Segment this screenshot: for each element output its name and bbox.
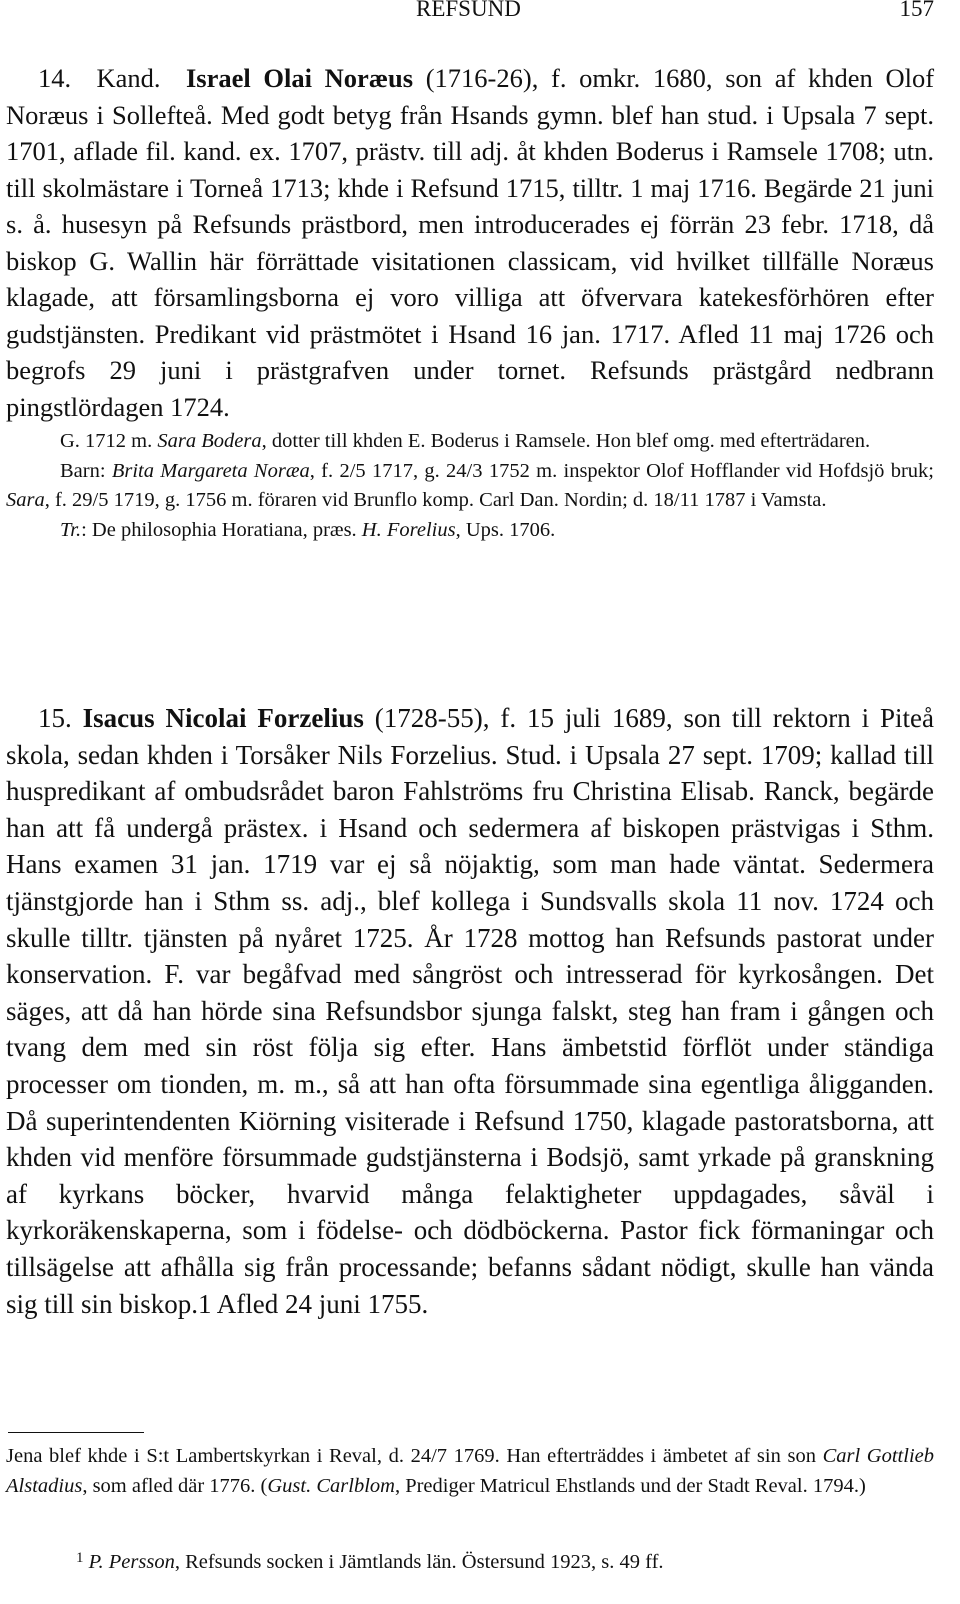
running-head: REFSUND: [416, 0, 521, 21]
entry-15: [6, 700, 934, 1322]
footnote-marker: 1: [198, 1288, 212, 1319]
footnote-paragraph: [6, 1442, 934, 1501]
child-text-2: , f. 29/5 1719, g. 1756 m. föraren vid Brunflo komp. Carl Dan. Nordin; d. 18/11 1787 i Vamsta.: [44, 489, 827, 512]
entry-15-closing: Afled 24 juni 1755.: [211, 1288, 429, 1319]
footnote-author: Carlblom: [316, 1474, 395, 1497]
footnote-text-post: , Prediger Matricul Ehstlands und der Stadt Reval. 1794.): [394, 1474, 866, 1497]
works-label: Tr.: [60, 518, 82, 541]
reference-note: [76, 1544, 664, 1577]
entry-15-number: 15.: [38, 703, 72, 733]
reference-author-initial: P.: [88, 1551, 104, 1573]
page-header: [6, 0, 934, 26]
marriage-text: , dotter till khden E. Boderus i Ramsele. Hon blef omg. med efterträdaren.: [261, 430, 871, 452]
reference-marker: 1: [76, 1550, 84, 1566]
children-label: Barn:: [60, 459, 106, 482]
footnote: [6, 1442, 934, 1501]
entry-14: [6, 60, 934, 545]
entry-14-marriage: [6, 427, 934, 457]
footnote-divider: [8, 1432, 144, 1433]
marriage-prefix: G. 1712 m.: [60, 430, 153, 452]
works-post: , Ups. 1706.: [455, 518, 556, 541]
works-title: : De philosophia Horatiana, præs.: [81, 518, 357, 541]
page-number: 157: [899, 0, 934, 21]
entry-14-children: [6, 457, 934, 516]
footnote-author-initial: Gust.: [267, 1474, 312, 1497]
child-text-1: , f. 2/5 1717, g. 24/3 1752 m. inspektor Olof Hofflander vid Hofdsjö bruk;: [309, 459, 934, 482]
child-name-2: Sara: [6, 489, 45, 512]
entry-14-main-text: (1716-26), f. omkr. 1680, son af khden Olof Noræus i Sollefteå. Med godt betyg från Hsands gymn. blef han stud. i Upsala 7 sept. 1701, aflade fil. kand. ex. 1707, prästv. till adj. åt khden Boderus i Ramsele 1708; utn. till skolmästare i Torneå 1713; khde i Refsund 1715, tilltr. 1 maj 1716. Begärde 21 juni s. å. husesyn på Refsunds prästbord, men introducerades ej förrän 23 febr. 1718, då biskop G. Wallin här förrättade visitationen classicam, vid hvilket tillfälle Noræus klagade, att församlingsborna ej voro villiga att öfvervara katekesförhören efter gudstjänsten. Predikant vid prästmötet i Hsand 16 jan. 1717. Afled 11 maj 1726 och begrofs 29 juni i prästgrafven under tornet. Refsunds prästgård nedbrann pingstlördagen 1724.: [6, 63, 935, 422]
footnote-person: Carl Gottlieb Alstadius: [6, 1445, 934, 1497]
child-name-1: Brita Margareta Noræa: [111, 459, 310, 482]
footnote-text-mid: , som afled där 1776. (: [82, 1474, 268, 1497]
footnote-text-pre: Jena blef khde i S:t Lambertskyrkan i Reval, d. 24/7 1769. Han efterträddes i ämbetet af sin son: [6, 1445, 816, 1467]
praeses-name: Forelius: [386, 518, 456, 541]
spouse-name: Sara Bodera: [157, 430, 262, 452]
entry-15-main-paragraph: [6, 700, 934, 1322]
reference-author: Persson: [108, 1551, 175, 1573]
entry-14-name: Israel Olai Noræus: [185, 63, 414, 93]
entry-14-rank: Kand.: [96, 63, 161, 93]
praeses-initial: H.: [361, 518, 382, 541]
reference-text: , Refsunds socken i Jämtlands län. Östersund 1923, s. 49 ff.: [174, 1551, 664, 1573]
entry-15-name: Isacus Nicolai Forzelius: [82, 703, 364, 733]
entry-15-main-text: (1728-55), f. 15 juli 1689, son till rektorn i Piteå skola, sedan khden i Torsåker Nils Forzelius. Stud. i Upsala 27 sept. 1709; kallad till huspredikant af ombudsrådet baron Fahlströms fru Christina Elisab. Ranck, begärde han att få undergå prästex. i Hsand och sedermera af biskopen prästvigas i Sthm. Hans examen 31 jan. 1719 var ej så nöjaktig, som man hade väntat. Sedermera tjänstgjorde han i Sthm ss. adj., blef kollega i Sundsvalls skola 11 nov. 1724 och skulle tilltr. tjänsten på nyåret 1725. År 1728 mottog han Refsunds pastorat under konservation. F. var begåfvad med sångröst och intresserad för kyrkosången. Det säges, att då han hörde sina Refsundsbor sjunga falskt, steg han fram i gången och tvang dem med sin röst följa sig efter. Hans ämbetstid förflöt under ständiga processer om tionden, m. m., så att han ofta försummade sina egentliga åligganden. Då superintendenten Kiörning visiterade i Refsund 1750, klagade pastoratsborna, att khden vid menföre försummade gudstjänsterna i Bodsjö, samt yrkade på granskning af kyrkans böcker, hvarvid många felaktigheter uppdagades, såväl i kyrkoräkenskaperna, som i födelse- och dödböckerna. Pastor fick förmaningar och tillsägelse att afhålla sig från processande; befanns sådant nödigt, skulle han vända sig till sin biskop.: [6, 703, 934, 1319]
entry-14-works: [6, 516, 934, 546]
entry-14-number: 14.: [38, 63, 72, 93]
entry-14-main-paragraph: [6, 60, 934, 425]
